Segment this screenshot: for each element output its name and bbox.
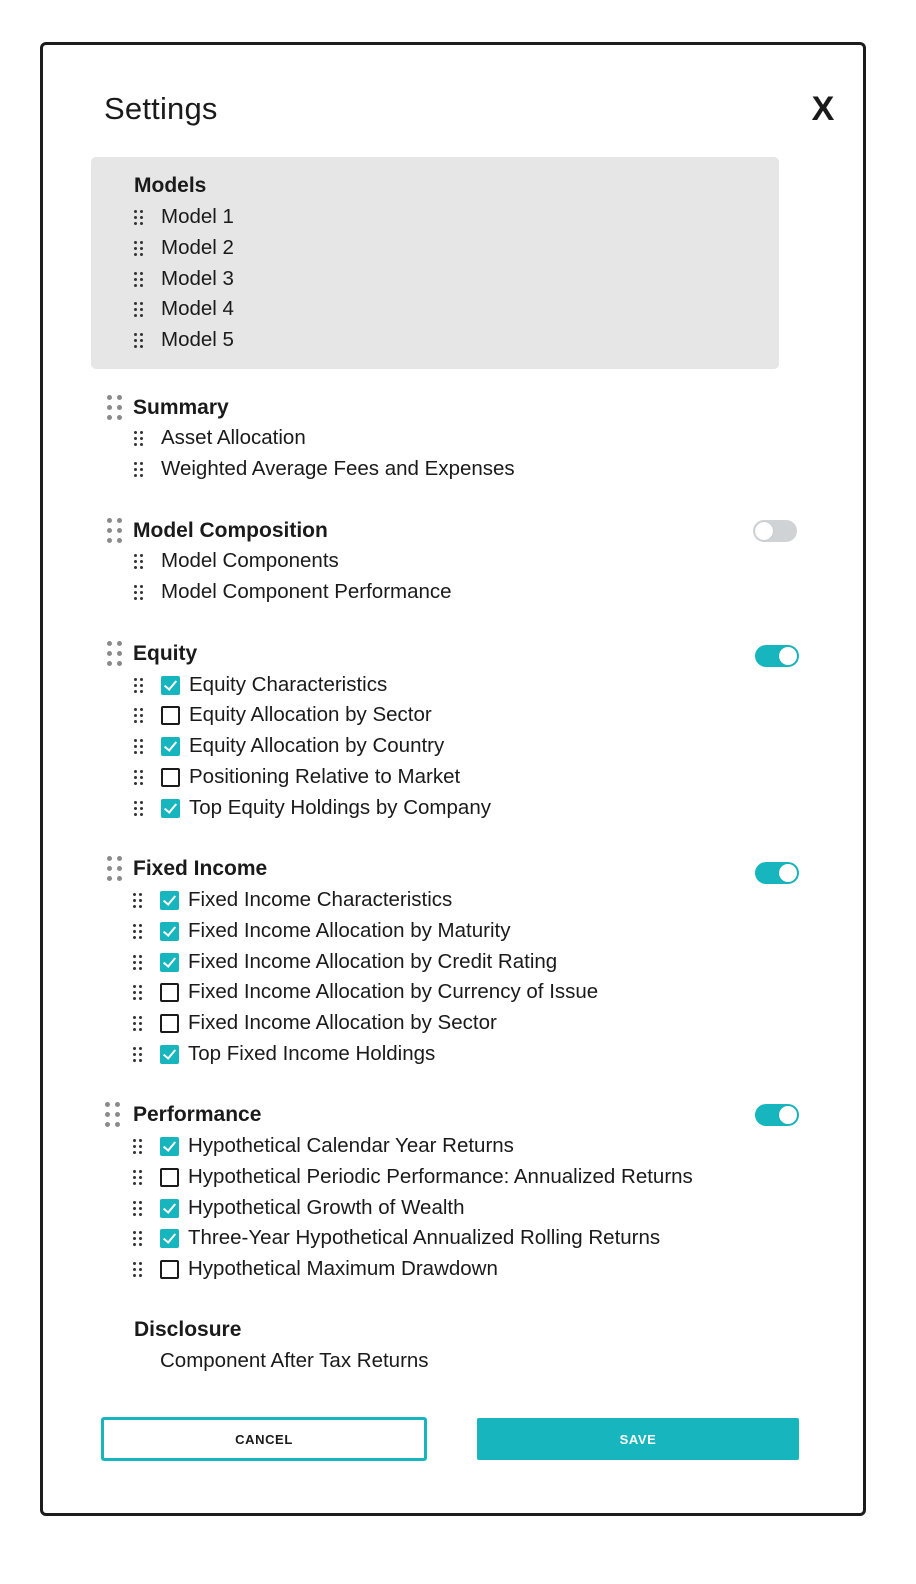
drag-handle-icon[interactable] [134, 209, 145, 225]
drag-handle-icon[interactable] [134, 461, 145, 477]
checkbox-checked[interactable] [161, 676, 180, 695]
item-label: Model Components [161, 549, 339, 572]
equity-item[interactable] [134, 670, 387, 700]
item-label: Weighted Average Fees and Expenses [161, 457, 515, 480]
section-summary[interactable] [107, 393, 229, 423]
item-label: Fixed Income Allocation by Sector [188, 1011, 497, 1034]
item-label: Model Component Performance [161, 580, 452, 603]
section-drag-handle-icon[interactable] [107, 641, 123, 667]
checkbox-unchecked[interactable] [161, 768, 180, 787]
drag-handle-icon[interactable] [134, 677, 145, 693]
equity-toggle[interactable] [755, 645, 799, 667]
fixed-income-item[interactable] [133, 916, 510, 946]
item-label: Hypothetical Growth of Wealth [188, 1196, 465, 1219]
model-label: Model 5 [161, 328, 234, 351]
fixed-income-item[interactable] [133, 1008, 497, 1038]
drag-handle-icon[interactable] [134, 301, 145, 317]
checkbox-unchecked[interactable] [161, 706, 180, 725]
performance-toggle[interactable] [755, 1104, 799, 1126]
section-title-disclosure: Disclosure [134, 1318, 242, 1341]
item-label: Equity Allocation by Country [189, 734, 445, 757]
drag-handle-icon[interactable] [134, 738, 145, 754]
item-label: Fixed Income Characteristics [188, 888, 453, 911]
section-equity[interactable] [107, 639, 197, 669]
performance-item[interactable] [133, 1162, 693, 1192]
checkbox-checked[interactable] [160, 1199, 179, 1218]
item-label: Top Fixed Income Holdings [188, 1042, 436, 1065]
section-drag-handle-icon[interactable] [107, 395, 123, 421]
toggle-knob [779, 647, 797, 665]
drag-handle-icon[interactable] [134, 707, 145, 723]
section-drag-handle-icon[interactable] [105, 1102, 121, 1128]
checkbox-unchecked[interactable] [160, 983, 179, 1002]
checkbox-checked[interactable] [160, 1137, 179, 1156]
section-fixed-income[interactable] [107, 854, 267, 884]
dialog-title: Settings [104, 91, 218, 126]
close-button[interactable]: X [811, 90, 835, 128]
drag-handle-icon[interactable] [134, 553, 145, 569]
model-composition-item[interactable] [134, 546, 339, 576]
section-disclosure [134, 1315, 241, 1345]
model-composition-item[interactable] [134, 577, 452, 607]
item-label: Equity Characteristics [189, 673, 388, 696]
drag-handle-icon[interactable] [134, 332, 145, 348]
section-title-fixed-income: Fixed Income [133, 857, 268, 880]
model-item[interactable] [134, 233, 234, 263]
drag-handle-icon[interactable] [133, 1169, 144, 1185]
drag-handle-icon[interactable] [133, 923, 144, 939]
model-item[interactable] [134, 325, 234, 355]
drag-handle-icon[interactable] [134, 240, 145, 256]
equity-item[interactable] [134, 793, 491, 823]
fixed-income-toggle[interactable] [755, 862, 799, 884]
checkbox-checked[interactable] [160, 1229, 179, 1248]
fixed-income-item[interactable] [133, 977, 598, 1007]
equity-item[interactable] [134, 731, 444, 761]
drag-handle-icon[interactable] [133, 1015, 144, 1031]
drag-handle-icon[interactable] [133, 984, 144, 1000]
item-label: Top Equity Holdings by Company [189, 796, 491, 819]
model-label: Model 4 [161, 297, 234, 320]
fixed-income-item[interactable] [133, 1039, 435, 1069]
performance-item[interactable] [133, 1223, 660, 1253]
checkbox-unchecked[interactable] [160, 1168, 179, 1187]
item-label: Three-Year Hypothetical Annualized Rolling Returns [188, 1226, 661, 1249]
section-title-performance: Performance [133, 1103, 262, 1126]
item-label: Hypothetical Periodic Performance: Annualized Returns [188, 1165, 693, 1188]
checkbox-checked[interactable] [161, 737, 180, 756]
drag-handle-icon[interactable] [133, 1230, 144, 1246]
equity-item[interactable] [134, 762, 460, 792]
model-label: Model 1 [161, 205, 234, 228]
item-label: Fixed Income Allocation by Credit Rating [188, 950, 558, 973]
checkbox-checked[interactable] [160, 922, 179, 941]
model-label: Model 3 [161, 267, 234, 290]
summary-item[interactable] [134, 454, 515, 484]
drag-handle-icon[interactable] [134, 584, 145, 600]
save-button[interactable]: SAVE [477, 1418, 799, 1460]
drag-handle-icon[interactable] [133, 954, 144, 970]
checkbox-checked[interactable] [160, 1045, 179, 1064]
checkbox-unchecked[interactable] [160, 1260, 179, 1279]
item-label: Component After Tax Returns [160, 1349, 429, 1372]
model-label: Model 2 [161, 236, 234, 259]
section-model-composition[interactable] [107, 516, 328, 546]
model-item[interactable] [134, 264, 234, 294]
drag-handle-icon[interactable] [133, 1200, 144, 1216]
section-drag-handle-icon[interactable] [107, 518, 123, 544]
performance-item[interactable] [133, 1193, 465, 1223]
fixed-income-item[interactable] [133, 947, 557, 977]
drag-handle-icon[interactable] [133, 1261, 144, 1277]
equity-item[interactable] [134, 700, 432, 730]
drag-handle-icon[interactable] [133, 892, 144, 908]
drag-handle-icon[interactable] [133, 1046, 144, 1062]
item-label: Fixed Income Allocation by Currency of Issue [188, 980, 599, 1003]
item-label: Hypothetical Calendar Year Returns [188, 1134, 514, 1157]
section-title-summary: Summary [133, 396, 229, 419]
section-performance[interactable] [105, 1100, 261, 1130]
toggle-knob [779, 1106, 797, 1124]
section-drag-handle-icon[interactable] [107, 856, 123, 882]
performance-item[interactable] [133, 1131, 514, 1161]
drag-handle-icon[interactable] [134, 800, 145, 816]
model-item[interactable] [134, 202, 234, 232]
cancel-button[interactable]: CANCEL [101, 1417, 427, 1461]
model-item[interactable] [134, 294, 234, 324]
performance-item[interactable] [133, 1254, 498, 1284]
item-label: Positioning Relative to Market [189, 765, 461, 788]
fixed-income-item[interactable] [133, 885, 452, 915]
checkbox-unchecked[interactable] [160, 1014, 179, 1033]
toggle-knob [779, 864, 797, 882]
drag-handle-icon[interactable] [133, 1138, 144, 1154]
item-label: Fixed Income Allocation by Maturity [188, 919, 511, 942]
models-heading: Models [134, 174, 207, 197]
item-label: Asset Allocation [161, 426, 306, 449]
item-label: Equity Allocation by Sector [189, 703, 432, 726]
model-composition-toggle[interactable] [753, 520, 797, 542]
toggle-knob [755, 522, 773, 540]
item-label: Hypothetical Maximum Drawdown [188, 1257, 498, 1280]
drag-handle-icon[interactable] [134, 769, 145, 785]
checkbox-checked[interactable] [161, 799, 180, 818]
drag-handle-icon[interactable] [134, 271, 145, 287]
section-title-equity: Equity [133, 642, 198, 665]
disclosure-item [160, 1346, 429, 1376]
settings-dialog [40, 42, 866, 1516]
drag-handle-icon[interactable] [134, 430, 145, 446]
summary-item[interactable] [134, 423, 306, 453]
checkbox-checked[interactable] [160, 953, 179, 972]
checkbox-checked[interactable] [160, 891, 179, 910]
section-title-model-composition: Model Composition [133, 519, 328, 542]
